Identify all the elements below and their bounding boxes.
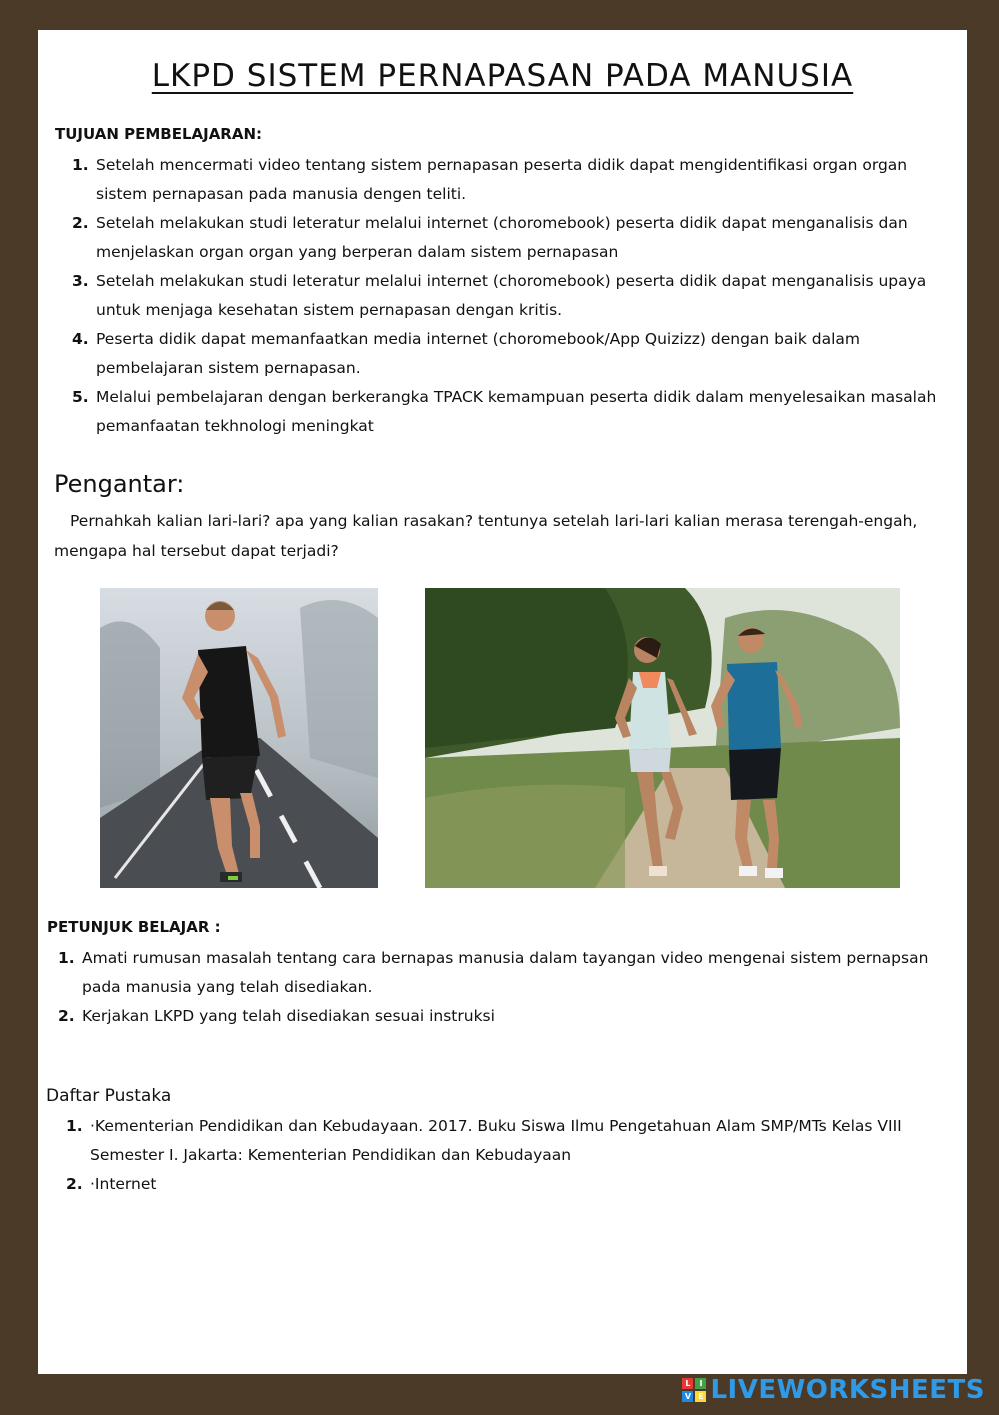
pengantar-heading: Pengantar: <box>54 470 185 498</box>
page-title: LKPD SISTEM PERNAPASAN PADA MANUSIA <box>151 58 854 94</box>
item-number: 4. <box>72 330 89 348</box>
liveworksheets-logo-icon <box>682 1378 706 1402</box>
list-item <box>58 944 938 1002</box>
item-text: Setelah mencermati video tentang sistem pernapasan peserta didik dapat mengidentifikasi organ organ sistem pernapasan pada manusia dengen teliti. <box>96 156 908 203</box>
item-text: Setelah melakukan studi leteratur melalui internet (choromebook) peserta didik dapat menganalisis upaya untuk menjaga kesehatan sistem pernapasan dengan kritis. <box>96 272 927 319</box>
item-text: ·Kementerian Pendidikan dan Kebudayaan. 2017. Buku Siswa Ilmu Pengetahuan Alam SMP/MTs Kelas VIII Semester I. Jakarta: Kementerian Pendidikan dan Kebudayaan <box>90 1117 902 1164</box>
item-number: 1. <box>72 156 89 174</box>
item-number: 5. <box>72 388 89 406</box>
daftar-pustaka-heading: Daftar Pustaka <box>46 1086 172 1106</box>
watermark-text: LIVEWORKSHEETS <box>710 1375 985 1405</box>
list-item <box>72 325 942 383</box>
joggers-photo <box>425 588 900 888</box>
liveworksheets-watermark <box>682 1375 985 1405</box>
item-text: Melalui pembelajaran dengan berkerangka TPACK kemampuan peserta didik dalam menyelesaikan masalah pemanfaatan tekhnologi meningkat <box>96 388 937 435</box>
item-text: Amati rumusan masalah tentang cara bernapas manusia dalam tayangan video mengenai sistem pernapsan pada manusia yang telah disediakan. <box>82 949 929 996</box>
list-item <box>58 1002 938 1031</box>
runner-photo <box>100 588 378 888</box>
logo-letter: E <box>695 1391 706 1402</box>
worksheet-page <box>38 30 967 1374</box>
list-item <box>72 209 942 267</box>
logo-letter: I <box>695 1378 706 1389</box>
tujuan-list <box>72 151 942 441</box>
item-text: Peserta didik dapat memanfaatkan media internet (choromebook/App Quizizz) dengan baik dalam pembelajaran sistem pernapasan. <box>96 330 860 377</box>
item-number: 1. <box>58 949 75 967</box>
item-number: 2. <box>66 1175 83 1193</box>
item-text: Kerjakan LKPD yang telah disediakan sesuai instruksi <box>82 1007 495 1025</box>
list-item <box>72 267 942 325</box>
petunjuk-list <box>58 944 938 1031</box>
daftar-pustaka-list <box>66 1112 946 1199</box>
pengantar-text: Pernahkah kalian lari-lari? apa yang kalian rasakan? tentunya setelah lari-lari kalian merasa terengah-engah, mengapa hal tersebut dapat terjadi? <box>54 512 918 560</box>
list-item <box>66 1112 946 1170</box>
petunjuk-heading: PETUNJUK BELAJAR : <box>47 918 221 936</box>
list-item <box>72 151 942 209</box>
item-number: 3. <box>72 272 89 290</box>
list-item <box>72 383 942 441</box>
tujuan-heading: TUJUAN PEMBELAJARAN: <box>55 125 263 143</box>
item-number: 2. <box>72 214 89 232</box>
item-text: Setelah melakukan studi leteratur melalui internet (choromebook) peserta didik dapat menganalisis dan menjelaskan organ organ yang berperan dalam sistem pernapasan <box>96 214 908 261</box>
item-number: 1. <box>66 1117 83 1135</box>
list-item <box>66 1170 946 1199</box>
logo-letter: V <box>682 1391 693 1402</box>
item-text: ·Internet <box>90 1175 157 1193</box>
item-number: 2. <box>58 1007 75 1025</box>
logo-letter: L <box>682 1378 693 1389</box>
